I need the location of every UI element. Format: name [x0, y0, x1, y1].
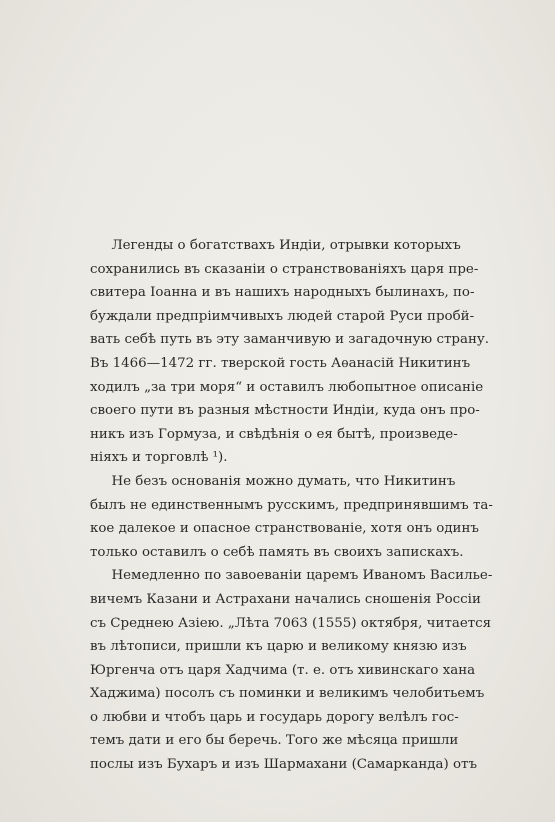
text-line: вичемъ Казани и Астрахани начались сношенія Россіи — [90, 591, 481, 607]
text-line: темъ дати и его бы беречь. Того же мѣсяца пришли — [90, 733, 459, 749]
text-line: буждали предпріимчивыхъ людей старой Руси пробй- — [90, 308, 475, 324]
text-line: Въ 1466—1472 гг. тверской гость Аѳанасій Никитинъ — [90, 355, 471, 371]
text-line: своего пути въ разныя мѣстности Индіи, куда онъ про- — [90, 403, 480, 419]
text-line: сохранились въ сказаніи о странствованіяхъ царя пре- — [90, 261, 479, 277]
text-line: вать себѣ путь въ эту заманчивую и загадочную страну. — [90, 332, 489, 348]
text-line: былъ не единственнымъ русскимъ, предпринявшимъ та- — [90, 497, 493, 513]
text-line: ходилъ „за три моря“ и оставилъ любопытное описаніе — [90, 379, 484, 395]
text-line: о любви и чтобъ царь и государь дорогу велѣлъ гос- — [90, 709, 459, 725]
text-line: кое далекое и опасное странствованіе, хотя онъ одинъ — [90, 521, 479, 537]
text-line: въ лѣтописи, пришли къ царю и великому князю изъ — [90, 639, 467, 655]
paragraph-nikitin — [90, 470, 493, 564]
paragraph-indian-legends — [90, 234, 489, 470]
text-line: Хаджима) посолъ съ поминки и великимъ челобитьемъ — [90, 686, 485, 702]
text-line: съ Среднею Азіею. „Лѣта 7063 (1555) октября, читается — [90, 615, 492, 631]
text-line: Легенды о богатствахъ Индіи, отрывки которыхъ — [111, 238, 461, 253]
text-line: никъ изъ Гормуза, и свѣдѣнія о ея бытѣ, произведе- — [90, 426, 458, 442]
paragraph-central-asia-relations — [90, 564, 493, 776]
text-line: свитера Іоанна и въ нашихъ народныхъ былинахъ, по- — [90, 285, 475, 301]
text-line: только оставилъ о себѣ память въ своихъ запискахъ. — [90, 544, 464, 560]
text-line: Немедленно по завоеваніи царемъ Иваномъ Василье- — [111, 568, 493, 584]
text-line: Не безъ основанія можно думать, что Никитинъ — [111, 473, 456, 489]
body-text — [90, 234, 493, 777]
text-line: Юргенча отъ царя Хадчима (т. е. отъ хивинскаго хана — [90, 662, 476, 678]
text-line: ніяхъ и торговлѣ ¹). — [90, 450, 228, 466]
text-line: послы изъ Бухаръ и изъ Шармахани (Самарканда) отъ — [90, 757, 477, 773]
